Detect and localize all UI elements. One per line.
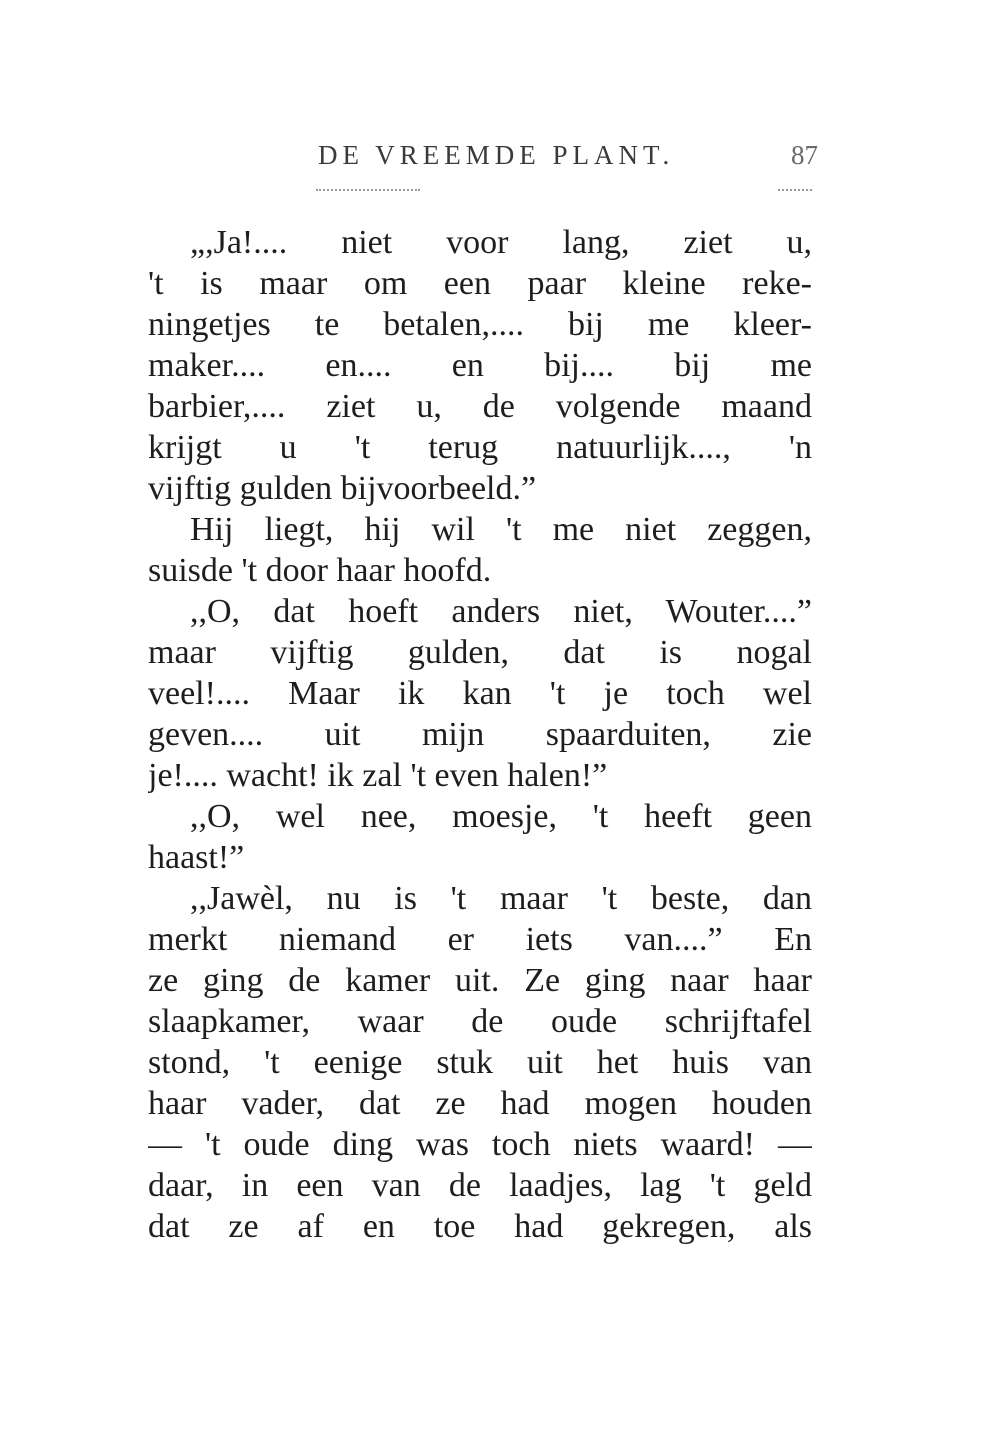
text-line: — 't oude ding was toch niets waard! —: [148, 1126, 812, 1163]
page-number: 87: [791, 140, 818, 170]
header-rule-left: [316, 189, 420, 191]
running-head: [318, 140, 818, 180]
text-line: daar, in een van de laadjes, lag 't geld: [148, 1167, 812, 1204]
text-line: ,,O, dat hoeft anders niet, Wouter....”: [190, 593, 812, 630]
body-text: [148, 222, 812, 1247]
text-line: geven.... uit mijn spaarduiten, zie: [148, 716, 812, 753]
running-title: DE VREEMDE PLANT.: [318, 140, 675, 170]
text-line: slaapkamer, waar de oude schrijftafel: [148, 1003, 812, 1040]
text-line: maker.... en.... en bij.... bij me: [148, 347, 812, 384]
text-line: Hij liegt, hij wil 't me niet zeggen,: [190, 511, 812, 548]
header-rule-right: [778, 189, 812, 191]
text-line: barbier,.... ziet u, de volgende maand: [148, 388, 812, 425]
text-line: ningetjes te betalen,.... bij me kleer-: [148, 306, 812, 343]
text-line: haast!”: [148, 839, 245, 876]
text-line: je!.... wacht! ik zal 't even halen!”: [148, 757, 608, 794]
text-line: 't is maar om een paar kleine reke-: [148, 265, 812, 302]
text-line: ,,O, wel nee, moesje, 't heeft geen: [190, 798, 812, 835]
text-line: ze ging de kamer uit. Ze ging naar haar: [148, 962, 812, 999]
text-line: suisde 't door haar hoofd.: [148, 552, 492, 589]
text-line: vijftig gulden bijvoorbeeld.”: [148, 470, 537, 507]
text-line: haar vader, dat ze had mogen houden: [148, 1085, 812, 1122]
text-line: krijgt u 't terug natuurlijk...., 'n: [148, 429, 812, 466]
text-line: maar vijftig gulden, dat is nogal: [148, 634, 812, 671]
text-line: ,,Jawèl, nu is 't maar 't beste, dan: [190, 880, 812, 917]
text-line: „,Ja!.... niet voor lang, ziet u,: [190, 224, 812, 261]
text-line: merkt niemand er iets van....” En: [148, 921, 812, 958]
text-line: dat ze af en toe had gekregen, als: [148, 1208, 812, 1245]
text-line: veel!.... Maar ik kan 't je toch wel: [148, 675, 812, 712]
text-line: stond, 't eenige stuk uit het huis van: [148, 1044, 812, 1081]
